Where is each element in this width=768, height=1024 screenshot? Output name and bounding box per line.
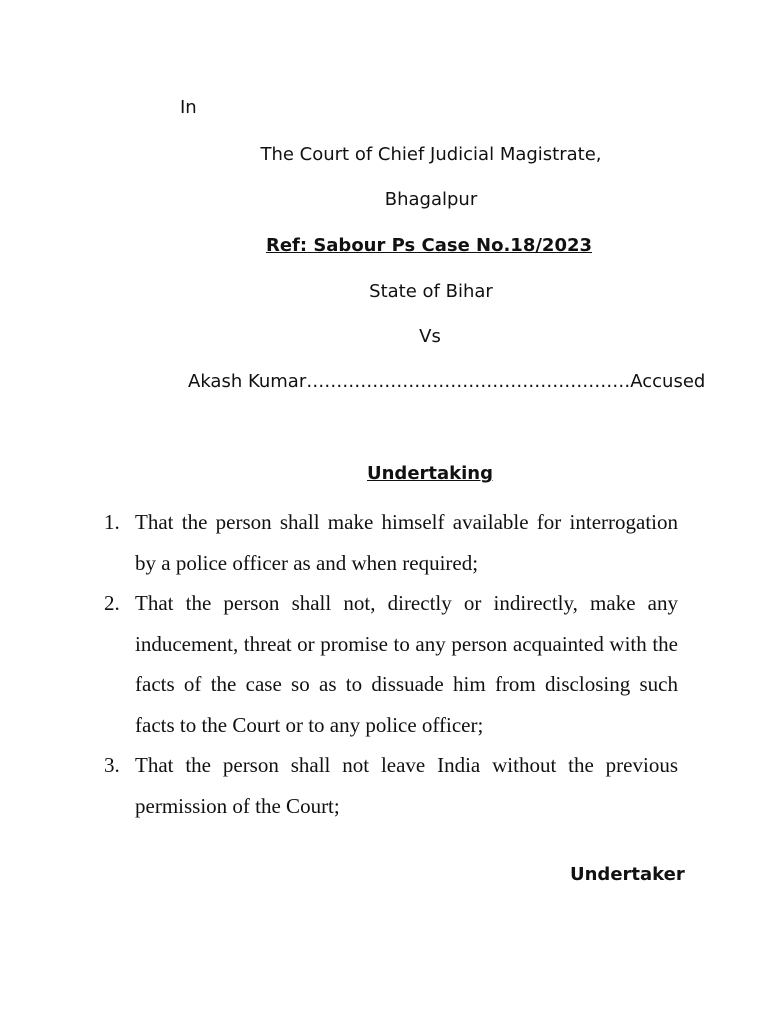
clause-item [104, 583, 678, 745]
clause-item [104, 502, 678, 583]
versus-label: Vs [419, 326, 441, 347]
clause-number: 3. [104, 753, 120, 777]
clause-number: 2. [104, 591, 120, 615]
court-city: Bhagalpur [384, 189, 478, 210]
clause-item [104, 745, 678, 826]
clause-text: That the person shall not, directly or indirectly, make any inducement, threat or promise to any person acquainted with the facts of the case so as to dissuade him from disclosing such facts to the Court or to any police officer; [135, 591, 678, 737]
undertaking-clauses [104, 502, 678, 826]
accused-line: Akash Kumar………………………………………………Accused [188, 371, 706, 392]
court-name: The Court of Chief Judicial Magistrate, [260, 144, 602, 165]
signature-label: Undertaker [570, 864, 685, 885]
clause-text: That the person shall not leave India without the previous permission of the Court; [135, 753, 678, 818]
document-heading: Undertaking [367, 463, 493, 484]
case-reference: Ref: Sabour Ps Case No.18/2023 [265, 235, 593, 256]
complainant-name: State of Bihar [369, 281, 493, 302]
in-label: In [180, 97, 197, 118]
clause-text: That the person shall make himself available for interrogation by a police officer as and when required; [135, 510, 678, 575]
clause-number: 1. [104, 510, 120, 534]
